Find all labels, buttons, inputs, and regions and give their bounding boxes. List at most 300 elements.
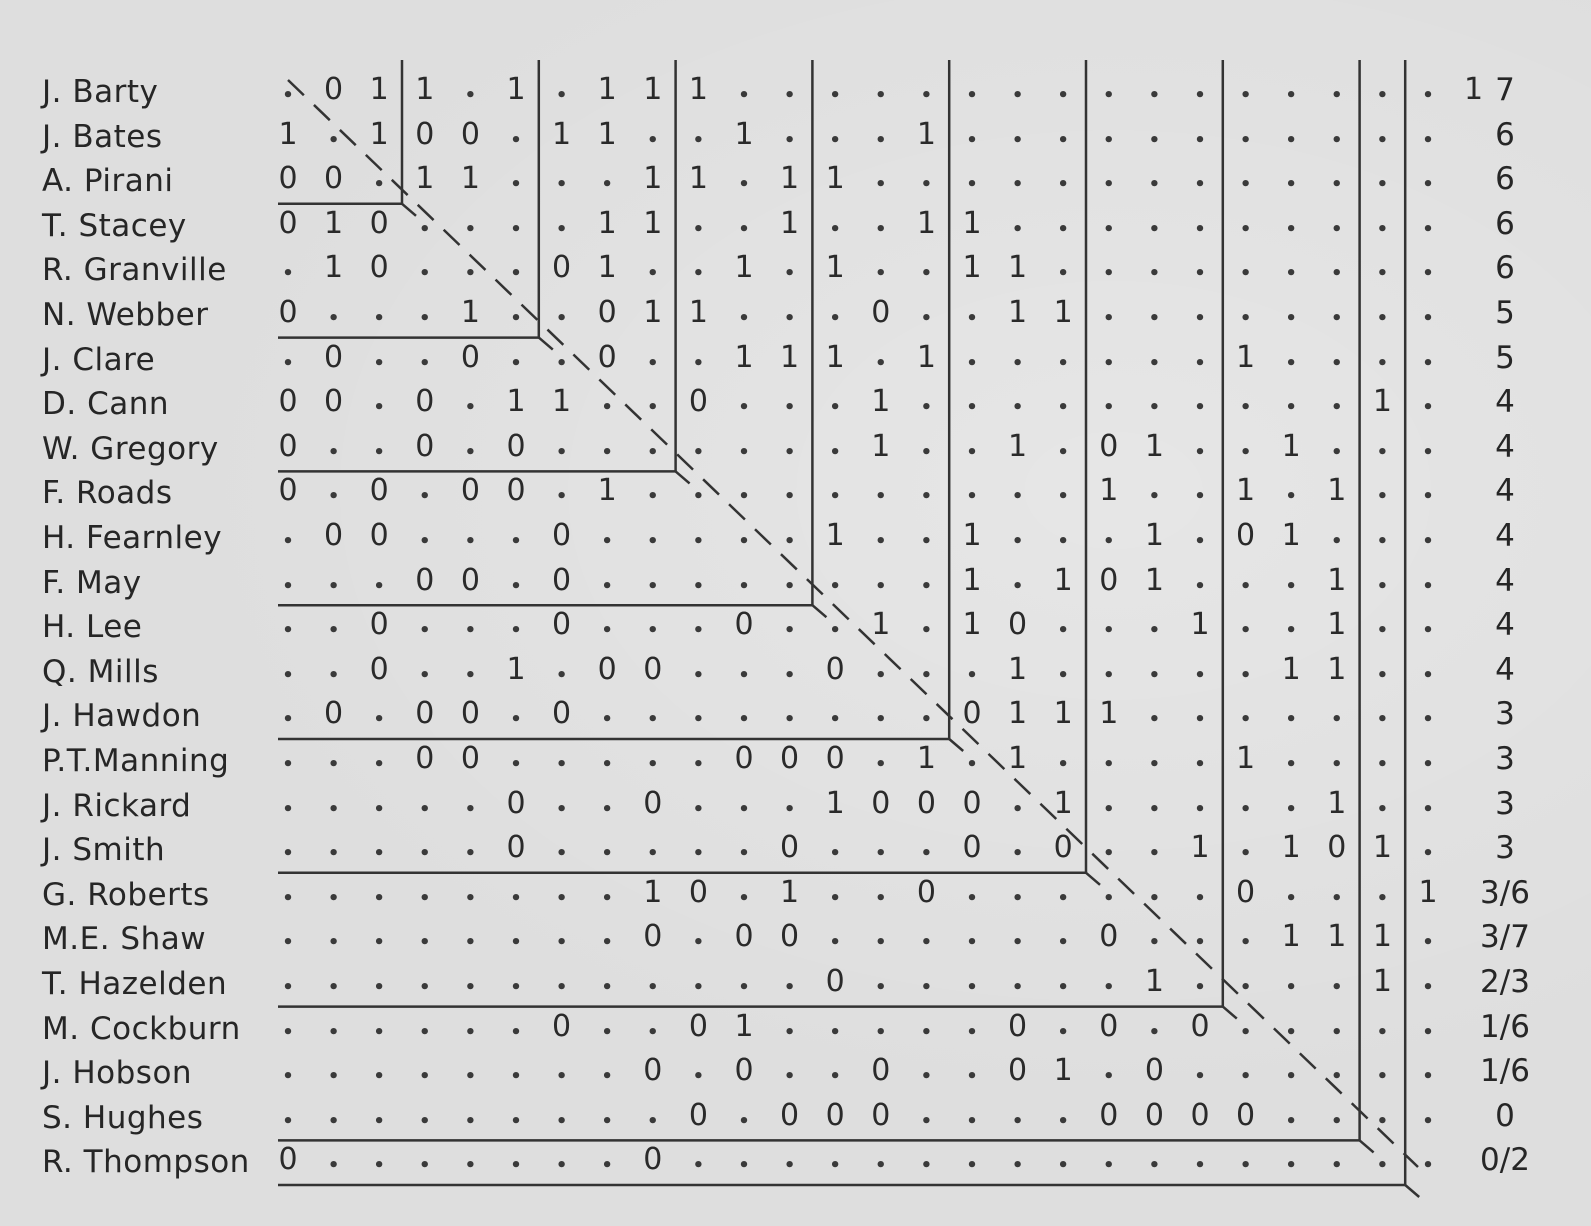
result-cell: 1	[1008, 428, 1028, 464]
result-cell: •	[738, 85, 750, 106]
player-name: T. Stacey	[42, 207, 187, 244]
result-cell: 0	[415, 116, 435, 152]
result-cell: •	[1331, 709, 1343, 731]
result-cell: •	[1376, 1110, 1389, 1132]
result-cell: •	[875, 129, 887, 151]
result-cell: •	[875, 1155, 887, 1177]
result-cell: •	[783, 129, 796, 151]
result-cell: •	[1103, 308, 1115, 329]
result-cell: 1	[643, 72, 663, 107]
result-cell: 1	[871, 428, 891, 464]
result-cell: 1	[916, 205, 936, 241]
result-cell: •	[555, 352, 568, 374]
result-cell: 0	[962, 696, 982, 732]
result-cell: 1	[1236, 473, 1256, 509]
result-cell: 1	[734, 1008, 754, 1044]
result-cell: 0	[415, 562, 435, 598]
result-cell: •	[1194, 887, 1206, 909]
result-cell: 1	[1053, 562, 1073, 598]
result-cell: •	[555, 218, 568, 240]
player-name: J. Hawdon	[42, 698, 202, 735]
result-cell: •	[419, 531, 431, 552]
result-cell: •	[1422, 843, 1434, 865]
result-cell: •	[282, 531, 294, 552]
result-cell: •	[373, 887, 385, 909]
result-cell: •	[1103, 263, 1115, 285]
result-cell: •	[327, 754, 340, 775]
result-cell: •	[1011, 352, 1024, 374]
result-cell: •	[920, 1110, 933, 1132]
result-cell: 1	[962, 250, 982, 286]
result-cell: •	[829, 441, 841, 463]
result-cell: 0	[278, 295, 298, 330]
result-cell: •	[1422, 129, 1434, 151]
result-cell: 1	[1281, 651, 1301, 687]
result-cell: •	[1103, 798, 1115, 820]
result-cell: •	[1103, 531, 1115, 552]
result-cell: •	[510, 887, 522, 909]
result-cell: •	[783, 85, 796, 106]
result-cell: •	[829, 932, 841, 954]
result-cell: 1	[324, 205, 344, 241]
result-cell: •	[327, 887, 340, 909]
result-cell: •	[1285, 1021, 1297, 1043]
result-cell: 1	[1327, 651, 1347, 687]
result-cell: •	[327, 977, 340, 998]
result-cell: 0	[415, 384, 435, 420]
result-cell: •	[920, 531, 933, 552]
player-name: J. Smith	[42, 832, 166, 869]
result-cell: 0	[324, 161, 344, 197]
result-cell: •	[282, 932, 294, 954]
result-cell: 1	[825, 339, 845, 375]
player-score: 7	[1495, 72, 1515, 108]
result-cell: •	[829, 1155, 841, 1177]
result-cell: 0	[1099, 919, 1119, 955]
result-cell: •	[920, 932, 933, 954]
player-score: 4	[1495, 651, 1515, 688]
result-cell: •	[373, 308, 385, 329]
result-cell: •	[1103, 664, 1115, 686]
result-cell: 1	[643, 295, 663, 330]
player-score: 5	[1495, 339, 1515, 376]
result-cell: 0	[780, 830, 800, 866]
result-cell: •	[738, 977, 750, 998]
result-cell: •	[920, 843, 933, 865]
result-cell: •	[1422, 441, 1434, 463]
result-cell: •	[1103, 1155, 1115, 1177]
result-cell: •	[327, 932, 340, 954]
result-cell: 0	[825, 1097, 845, 1133]
result-cell: •	[1103, 977, 1115, 998]
result-cell: 0	[1099, 1097, 1119, 1133]
result-cell: 0	[1053, 830, 1073, 866]
result-cell: •	[1331, 85, 1343, 106]
result-cell: •	[327, 1066, 340, 1088]
result-cell: •	[510, 1155, 522, 1177]
result-cell: 0	[552, 250, 572, 286]
result-cell: •	[1057, 85, 1069, 106]
result-cell: 1	[506, 384, 526, 420]
result-cell: •	[1057, 932, 1069, 954]
result-cell: •	[738, 174, 750, 196]
result-cell: 0	[552, 696, 572, 732]
result-cell: 1	[734, 250, 754, 286]
result-cell: •	[464, 218, 477, 240]
result-cell: •	[510, 932, 522, 954]
result-cell: •	[1422, 486, 1434, 508]
result-cell: 0	[1236, 874, 1256, 910]
result-cell: 0	[460, 116, 480, 152]
result-cell: •	[875, 709, 887, 731]
result-cell: •	[373, 1155, 385, 1177]
result-cell: •	[1148, 664, 1161, 686]
result-cell: •	[738, 531, 750, 552]
result-cell: •	[783, 531, 796, 552]
result-cell: •	[1194, 174, 1206, 196]
result-cell: 0	[278, 1142, 298, 1178]
result-cell: 1	[825, 250, 845, 286]
result-cell: •	[601, 174, 613, 196]
result-cell: 1	[1372, 919, 1392, 955]
result-cell: 0	[324, 518, 344, 553]
result-cell: •	[1285, 575, 1297, 597]
result-cell: 0	[916, 874, 936, 910]
result-cell: •	[1239, 798, 1252, 820]
result-cell: •	[966, 441, 978, 463]
result-cell: 1	[1008, 696, 1028, 732]
result-cell: •	[829, 308, 841, 329]
player-name: J. Barty	[42, 74, 159, 110]
result-cell: •	[1011, 1155, 1024, 1177]
result-cell: •	[1194, 1155, 1206, 1177]
result-cell: •	[1103, 174, 1115, 196]
result-cell: •	[920, 1155, 933, 1177]
result-cell: •	[1285, 263, 1297, 285]
result-cell: •	[419, 1066, 431, 1088]
result-cell: •	[647, 531, 659, 552]
result-cell: •	[920, 397, 933, 419]
result-cell: •	[1285, 397, 1297, 419]
result-cell: •	[829, 575, 841, 597]
result-cell: •	[510, 352, 522, 374]
result-cell: •	[555, 1066, 568, 1088]
result-cell: 0	[780, 1097, 800, 1133]
result-cell: •	[1331, 531, 1343, 552]
result-cell: •	[1194, 1066, 1206, 1088]
result-cell: •	[647, 486, 659, 508]
result-cell: •	[1376, 352, 1389, 374]
result-cell: •	[555, 174, 568, 196]
result-cell: •	[373, 1066, 385, 1088]
result-cell: •	[464, 1110, 477, 1132]
player-name: D. Cann	[42, 386, 170, 423]
player-score: 4	[1495, 384, 1515, 421]
result-cell: 1	[597, 205, 617, 241]
result-cell: •	[829, 397, 841, 419]
result-cell: •	[327, 1110, 340, 1132]
result-cell: •	[829, 85, 841, 106]
result-cell: 0	[415, 428, 435, 464]
result-cell: 1	[1008, 651, 1028, 687]
result-cell: •	[1239, 174, 1252, 196]
result-cell: •	[1194, 709, 1206, 731]
result-cell: •	[1376, 174, 1389, 196]
result-cell: 0	[1144, 1097, 1164, 1133]
result-cell: •	[966, 1110, 978, 1132]
result-cell: •	[1148, 709, 1161, 731]
result-cell: •	[327, 1155, 340, 1177]
player-score: 3	[1495, 741, 1515, 777]
result-cell: •	[601, 843, 613, 865]
result-cell: •	[1239, 932, 1252, 954]
result-cell: 0	[552, 562, 572, 598]
player-score: 4	[1495, 562, 1515, 599]
result-cell: •	[783, 441, 796, 463]
result-cell: •	[875, 174, 887, 196]
result-cell: •	[1376, 620, 1389, 642]
result-cell: •	[1011, 85, 1024, 106]
result-cell: •	[327, 129, 340, 151]
result-cell: •	[373, 441, 385, 463]
result-cell: 1	[1281, 830, 1301, 866]
result-cell: •	[1057, 218, 1069, 240]
result-cell: •	[1239, 308, 1252, 329]
result-cell: •	[464, 620, 477, 642]
result-cell: •	[373, 1021, 385, 1043]
result-cell: •	[1285, 352, 1297, 374]
result-cell: •	[1194, 85, 1206, 106]
result-cell: •	[692, 664, 705, 686]
result-cell: •	[601, 620, 613, 642]
result-cell: •	[1148, 1021, 1161, 1043]
result-cell: 0	[643, 919, 663, 955]
result-cell: •	[1148, 932, 1161, 954]
result-cell: 1	[825, 518, 845, 553]
result-cell: •	[510, 1066, 522, 1088]
player-score: 3	[1495, 696, 1515, 733]
result-cell: •	[1285, 308, 1297, 329]
result-cell: •	[327, 441, 340, 463]
result-cell: •	[1422, 1066, 1434, 1088]
result-cell: •	[738, 486, 750, 508]
result-cell: 0	[734, 741, 754, 776]
result-cell: •	[555, 308, 568, 329]
result-cell: •	[601, 441, 613, 463]
result-cell: •	[1103, 129, 1115, 151]
result-cell: •	[1239, 263, 1252, 285]
result-cell: •	[419, 218, 431, 240]
result-cell: 0	[871, 1097, 891, 1133]
result-cell: •	[373, 397, 385, 419]
result-cell: •	[1148, 352, 1161, 374]
result-cell: •	[555, 486, 568, 508]
result-cell: •	[829, 620, 841, 642]
result-cell: •	[555, 1110, 568, 1132]
result-cell: 1	[369, 116, 389, 152]
result-cell: •	[1239, 218, 1252, 240]
player-name: H. Fearnley	[42, 520, 223, 556]
result-cell: 1	[688, 72, 708, 107]
result-cell: 1	[1144, 964, 1164, 999]
player-name: J. Bates	[42, 118, 163, 155]
result-cell: 0	[506, 830, 526, 866]
result-cell: 1	[1327, 785, 1347, 821]
result-cell: •	[920, 575, 933, 597]
result-cell: 0	[1327, 830, 1347, 866]
result-cell: •	[920, 620, 933, 642]
result-cell: 0	[643, 651, 663, 687]
result-cell: •	[966, 352, 978, 374]
result-cell: 1	[1053, 785, 1073, 821]
player-score: 4	[1495, 428, 1515, 465]
result-cell: •	[1376, 129, 1389, 151]
result-cell: •	[692, 977, 705, 998]
result-cell: •	[510, 218, 522, 240]
result-cell: 0	[552, 607, 572, 643]
result-cell: •	[1331, 1066, 1343, 1088]
result-cell: 1	[734, 116, 754, 152]
player-score: 3	[1495, 785, 1515, 822]
result-cell: •	[1148, 174, 1161, 196]
result-cell: •	[1057, 441, 1069, 463]
result-cell: •	[464, 441, 477, 463]
result-cell: •	[1331, 263, 1343, 285]
result-cell: 1	[962, 518, 982, 553]
result-cell: •	[282, 1021, 294, 1043]
result-cell: •	[1331, 1021, 1343, 1043]
result-cell: •	[464, 531, 477, 552]
result-cell: 0	[460, 741, 480, 776]
result-cell: •	[1376, 1155, 1389, 1177]
result-cell: •	[464, 1155, 477, 1177]
result-cell: •	[1057, 1110, 1069, 1132]
result-cell: •	[966, 85, 978, 106]
result-cell: •	[1148, 486, 1161, 508]
result-cell: 0	[1099, 1008, 1119, 1044]
result-cell: •	[1103, 218, 1115, 240]
result-cell: 0	[780, 919, 800, 955]
result-cell: •	[966, 1155, 978, 1177]
result-cell: •	[419, 1021, 431, 1043]
result-cell: •	[1011, 977, 1024, 998]
result-cell: •	[920, 486, 933, 508]
player-name: R. Granville	[42, 252, 227, 289]
result-cell: •	[647, 263, 659, 285]
result-cell: •	[1148, 843, 1161, 865]
result-cell: •	[1011, 887, 1024, 909]
result-cell: •	[510, 977, 522, 998]
result-cell: 1	[871, 607, 891, 643]
result-cell: •	[783, 620, 796, 642]
result-cell: 0	[1099, 562, 1119, 598]
result-cell: 1	[1099, 473, 1119, 509]
result-cell: •	[1239, 843, 1252, 865]
result-cell: 0	[643, 785, 663, 821]
result-cell: •	[464, 798, 477, 820]
result-cell: 0	[506, 473, 526, 509]
result-cell: •	[1285, 977, 1297, 998]
result-cell: •	[1057, 754, 1069, 775]
result-cell: •	[1376, 798, 1389, 820]
result-cell: 1	[1190, 607, 1210, 643]
result-cell: •	[1194, 129, 1206, 151]
result-cell: •	[464, 843, 477, 865]
result-cell: •	[555, 441, 568, 463]
result-cell: •	[1376, 575, 1389, 597]
result-cell: 1	[916, 339, 936, 375]
result-cell: 1	[643, 874, 663, 910]
result-cell: 0	[825, 741, 845, 776]
result-cell: •	[692, 352, 705, 374]
result-cell: •	[1148, 308, 1161, 329]
result-cell: •	[1331, 174, 1343, 196]
result-cell: •	[920, 441, 933, 463]
result-cell: 1	[1464, 72, 1484, 107]
result-cell: •	[647, 977, 659, 998]
result-cell: 0	[688, 1097, 708, 1133]
result-cell: 0	[597, 651, 617, 687]
result-cell: •	[1239, 129, 1252, 151]
result-cell: •	[692, 441, 705, 463]
result-cell: •	[1011, 575, 1024, 597]
result-cell: 0	[1190, 1097, 1210, 1133]
result-cell: •	[1422, 1155, 1434, 1177]
result-cell: •	[601, 397, 613, 419]
result-cell: •	[282, 664, 294, 686]
result-cell: •	[327, 1021, 340, 1043]
result-cell: •	[1422, 575, 1434, 597]
result-cell: 0	[552, 1008, 572, 1044]
result-cell: •	[419, 798, 431, 820]
result-cell: •	[738, 798, 750, 820]
result-cell: •	[282, 843, 294, 865]
result-cell: •	[282, 1066, 294, 1088]
result-cell: 1	[1053, 696, 1073, 732]
result-cell: •	[1103, 754, 1115, 775]
result-cell: 0	[871, 1053, 891, 1089]
result-cell: •	[510, 754, 522, 775]
result-cell: •	[920, 85, 933, 106]
result-cell: •	[282, 1110, 294, 1132]
result-cell: •	[920, 174, 933, 196]
result-cell: •	[1194, 218, 1206, 240]
result-cell: •	[1422, 1110, 1434, 1132]
player-name: G. Roberts	[42, 876, 210, 913]
result-cell: 0	[369, 473, 389, 509]
result-cell: 1	[1372, 830, 1392, 866]
result-cell: •	[1422, 308, 1434, 329]
result-cell: •	[920, 308, 933, 329]
result-cell: •	[1148, 397, 1161, 419]
result-cell: 1	[552, 384, 572, 420]
result-cell: •	[647, 575, 659, 597]
result-cell: •	[1011, 486, 1024, 508]
result-cell: •	[1331, 1155, 1343, 1177]
result-cell: •	[783, 575, 796, 597]
result-cell: •	[373, 709, 385, 731]
player-score: 4	[1495, 607, 1515, 644]
result-cell: •	[1057, 263, 1069, 285]
result-cell: 0	[597, 339, 617, 375]
result-cell: •	[1057, 129, 1069, 151]
result-cell: 1	[1281, 428, 1301, 464]
result-cell: •	[1422, 932, 1434, 954]
result-cell: 0	[962, 830, 982, 866]
result-cell: 0	[1008, 607, 1028, 643]
player-name: F. May	[42, 564, 142, 601]
result-cell: 0	[369, 607, 389, 643]
